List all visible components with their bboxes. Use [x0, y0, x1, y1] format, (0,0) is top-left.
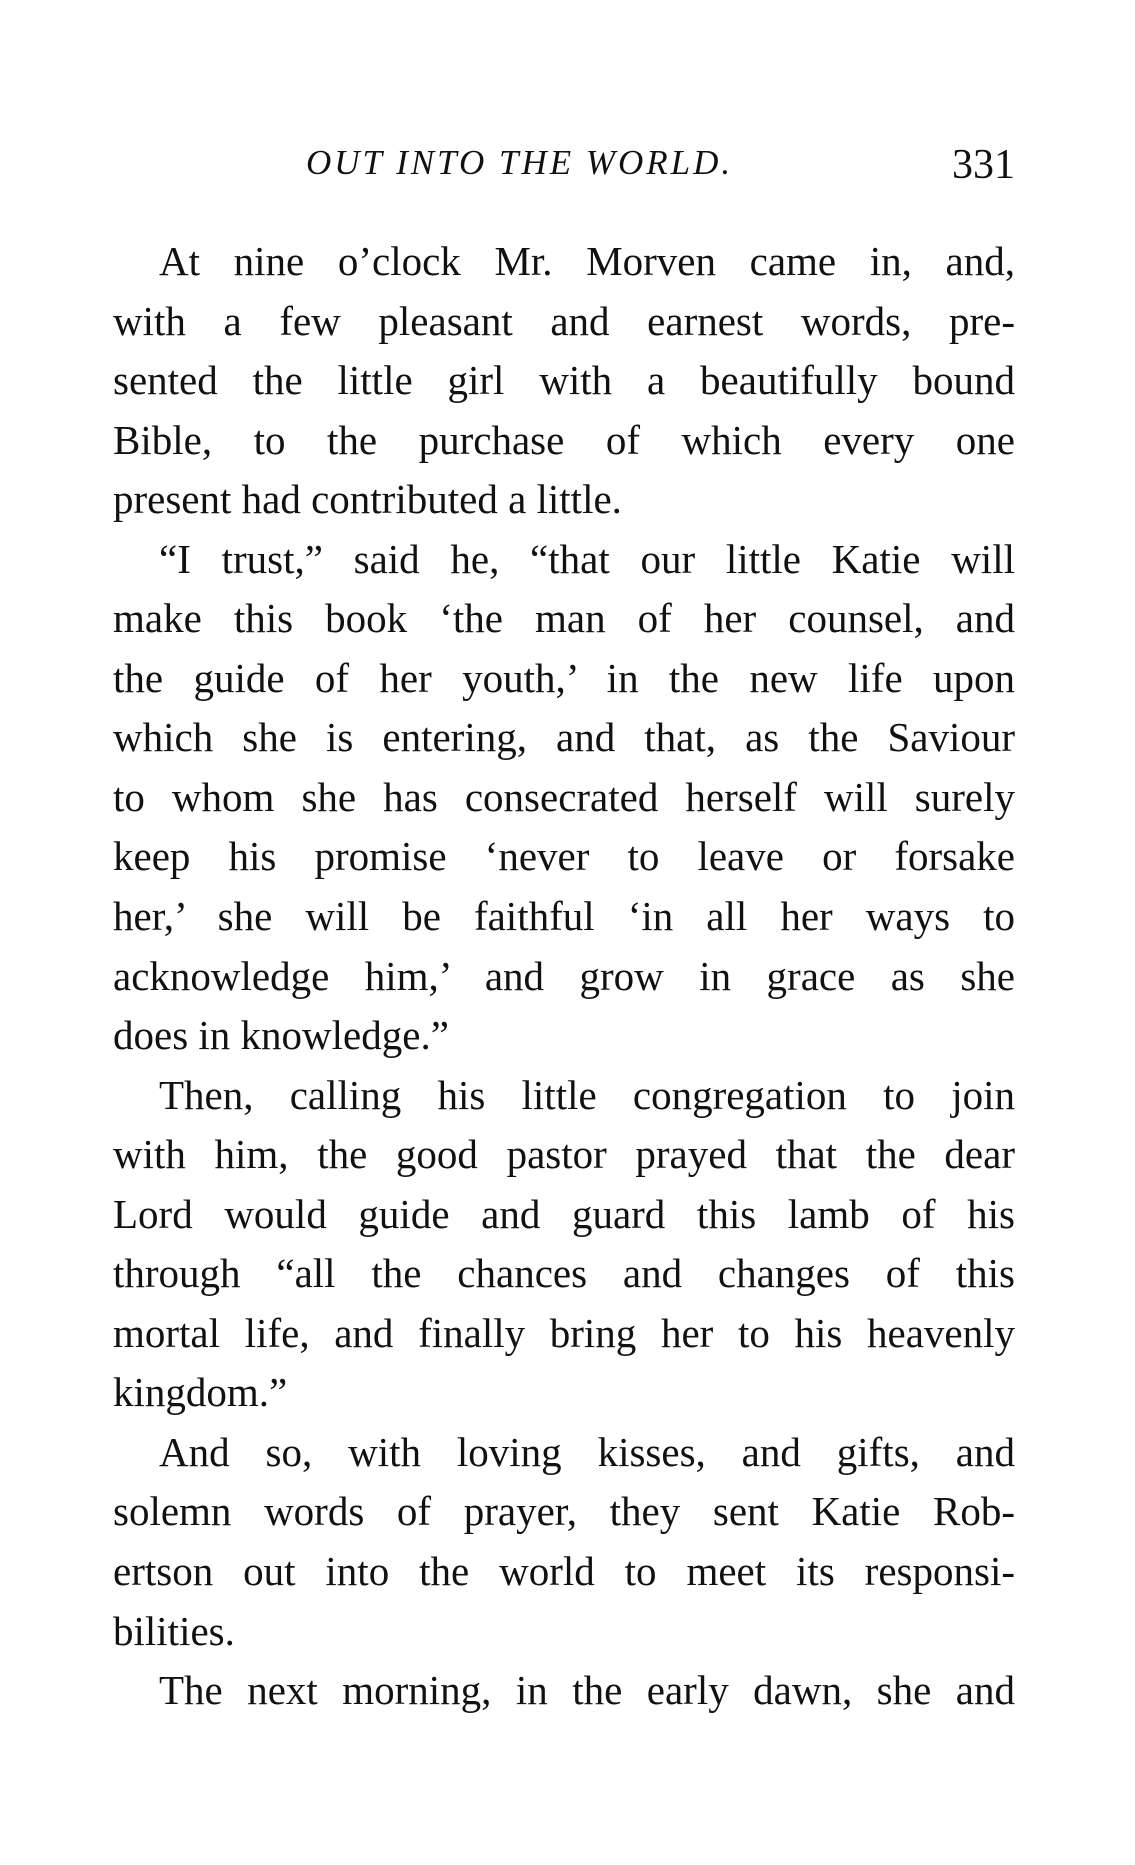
text-line: the guide of her youth,’ in the new life upon [113, 654, 1015, 701]
text-line: At nine o’clock Mr. Morven came in, and, [159, 238, 1015, 284]
text-line: does in knowledge.” [113, 1012, 449, 1059]
text-line: ertson out into the world to meet its responsi- [113, 1548, 1015, 1595]
paragraph-3 [113, 1066, 1015, 1423]
text-line: mortal life, and finally bring her to his heavenly [113, 1309, 1015, 1356]
text-line: which she is entering, and that, as the Saviour [113, 714, 1015, 761]
paragraph-5 [113, 1661, 1015, 1721]
text-line: Bible, to the purchase of which every one [113, 416, 1015, 463]
text-line: kingdom.” [113, 1369, 288, 1416]
text-line: keep his promise ‘never to leave or forsake [113, 833, 1015, 880]
text-line: sented the little girl with a beautifully bound [113, 357, 1015, 404]
paragraph-1 [113, 232, 1015, 530]
running-head [113, 138, 1015, 188]
text-line: solemn words of prayer, they sent Katie Rob- [113, 1488, 1015, 1535]
text-line: bilities. [113, 1607, 235, 1654]
text-line: Lord would guide and guard this lamb of his [113, 1190, 1015, 1237]
running-head-title: OUT INTO THE WORLD. [306, 143, 734, 182]
text-line: The next morning, in the early dawn, she and [159, 1667, 1015, 1714]
text-line: “I trust,” said he, “that our little Katie will [159, 535, 1015, 582]
text-line: Then, calling his little congregation to join [159, 1071, 1015, 1118]
text-line: acknowledge him,’ and grow in grace as she [113, 952, 1015, 999]
text-line: with a few pleasant and earnest words, pre- [113, 297, 1015, 344]
text-line: And so, with loving kisses, and gifts, and [159, 1428, 1015, 1475]
page-number: 331 [952, 142, 1015, 188]
text-line: through “all the chances and changes of this [113, 1250, 1015, 1297]
text-line: her,’ she will be faithful ‘in all her ways to [113, 893, 1015, 940]
paragraph-2 [113, 530, 1015, 1066]
text-line: to whom she has consecrated herself will surely [113, 773, 1015, 820]
text-line: present had contributed a little. [113, 476, 622, 523]
body-text [113, 232, 1015, 1721]
text-line: make this book ‘the man of her counsel, and [113, 595, 1015, 642]
text-line: with him, the good pastor prayed that the dear [113, 1131, 1015, 1178]
paragraph-4 [113, 1423, 1015, 1661]
